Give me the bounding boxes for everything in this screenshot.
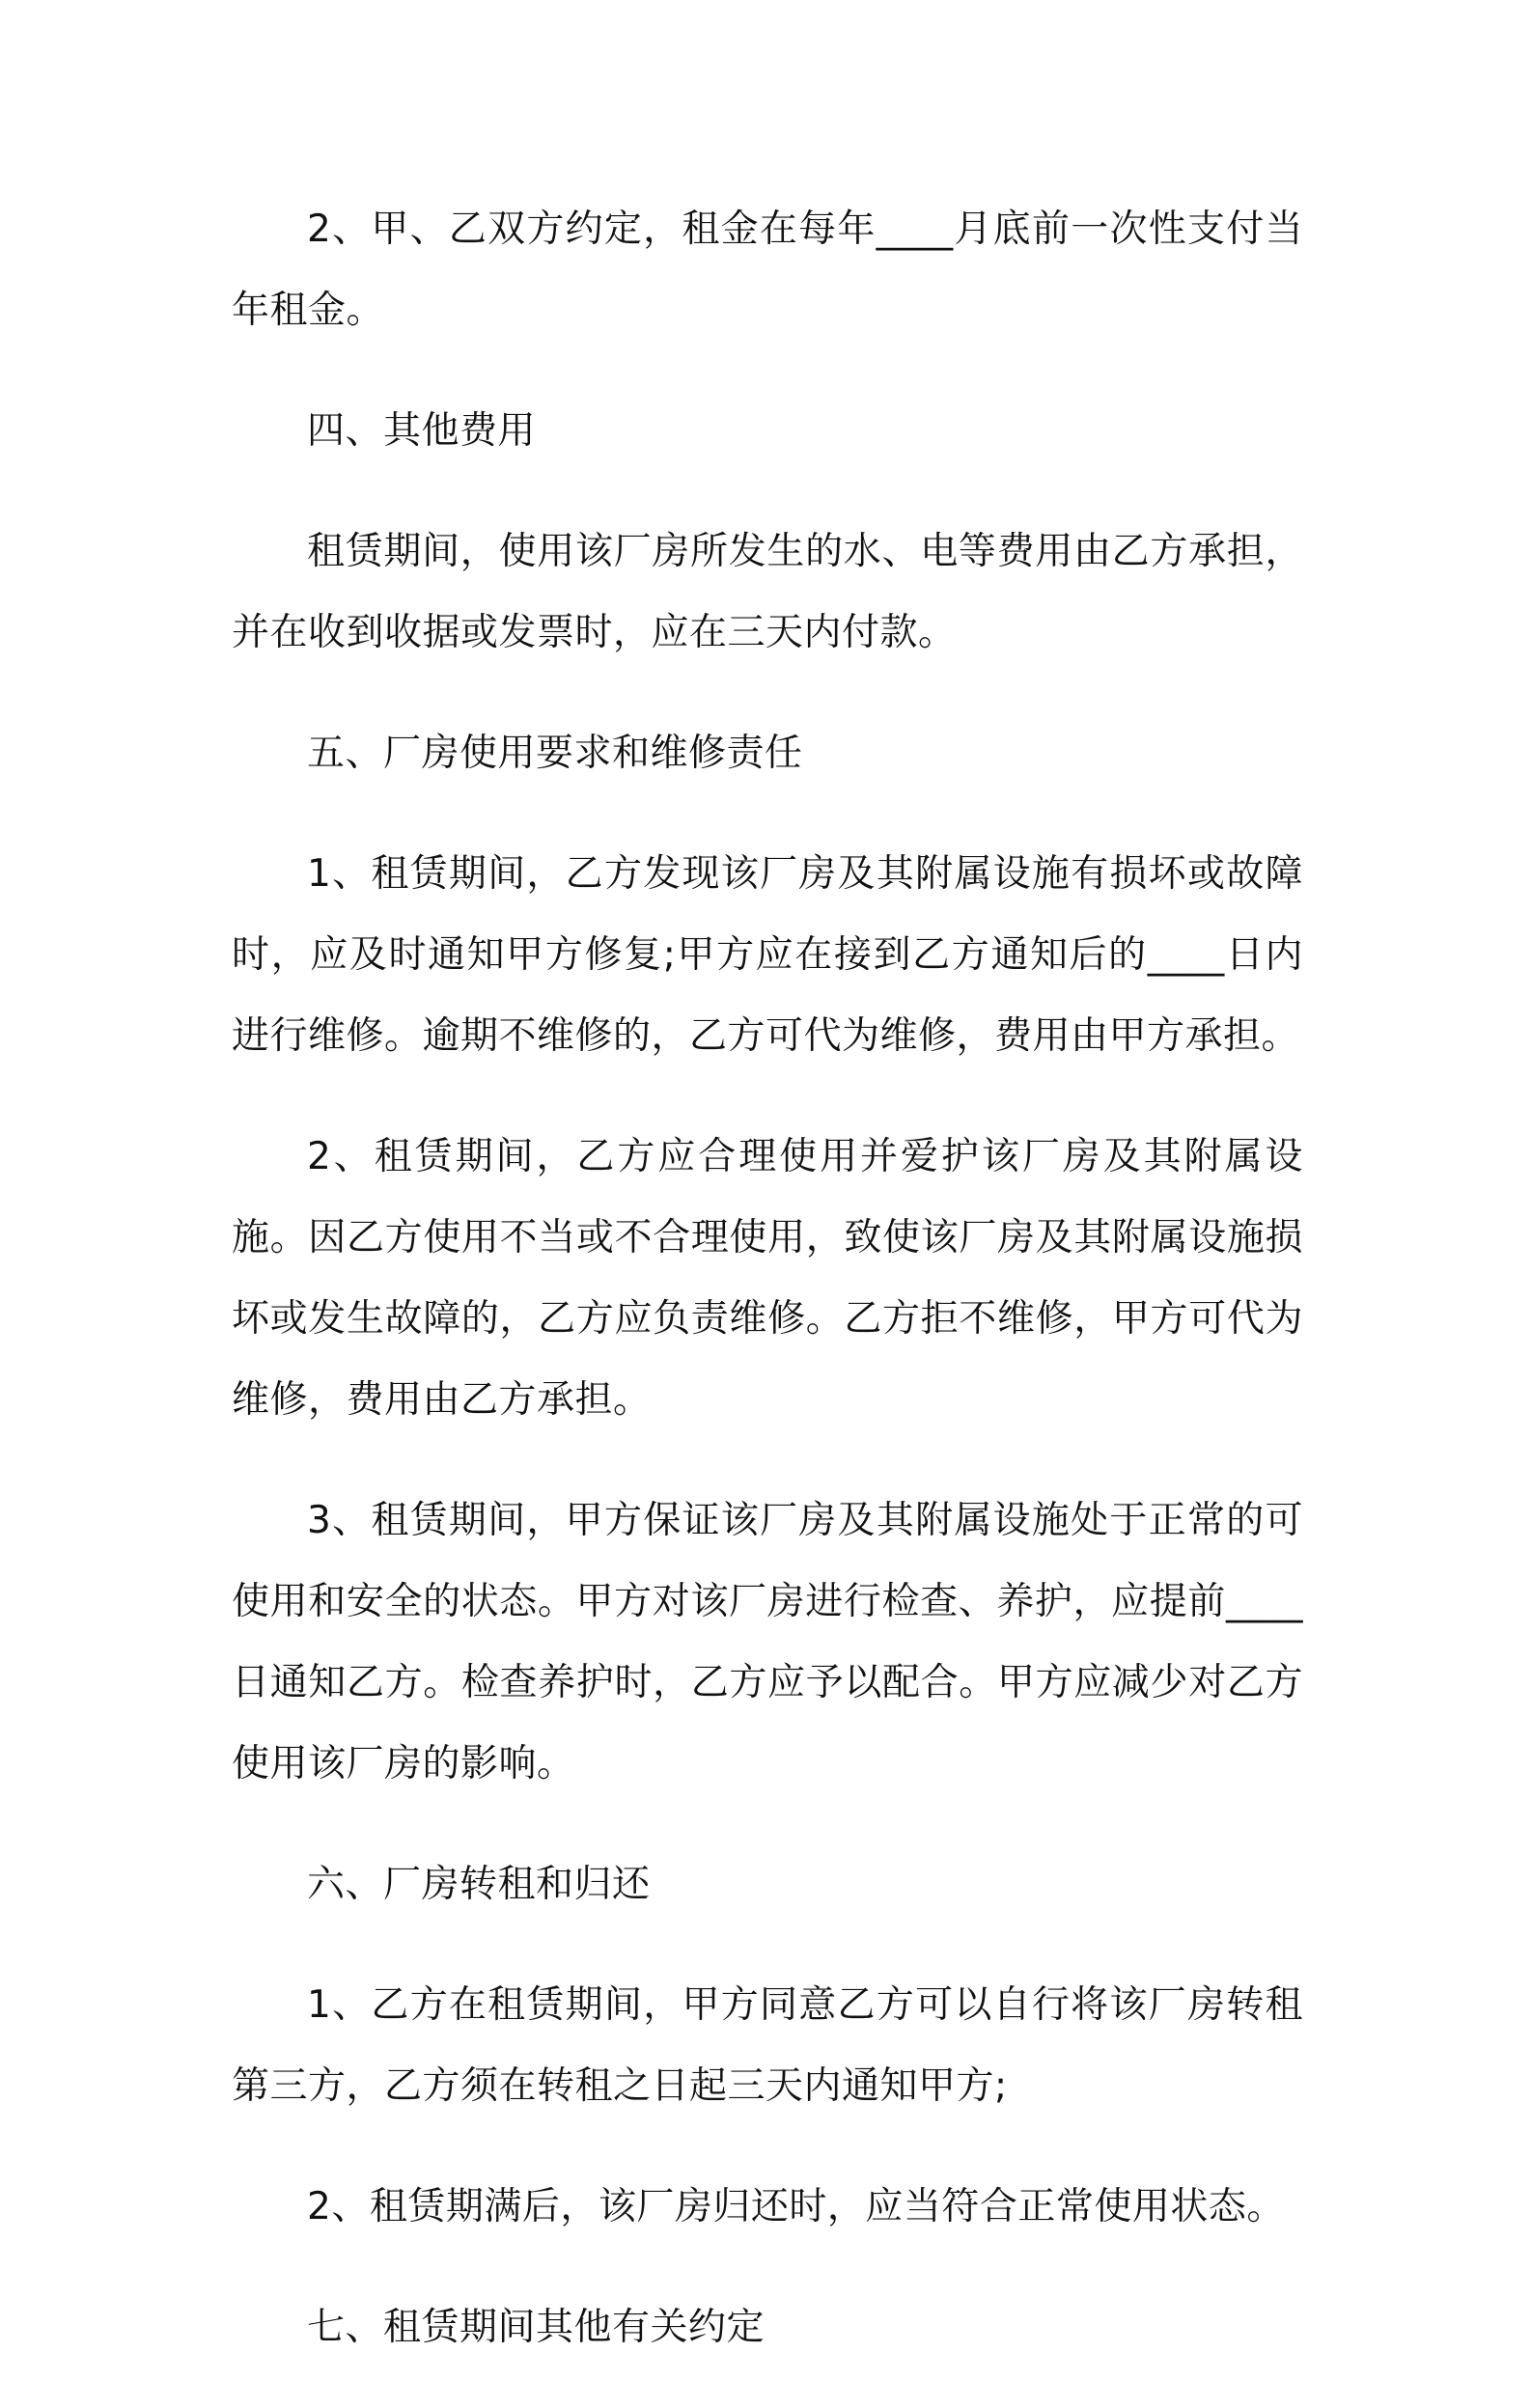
section-heading-usage-maintenance: 五、厂房使用要求和维修责任: [307, 732, 803, 775]
paragraph-inspection: 3、租赁期间，甲方保证该厂房及其附属设施处于正常的可使用和安全的状态。甲方对该厂房进行检查、养护，应提前____日通知乙方。检查养护时，乙方应予以配合。甲方应减少对乙方使用该厂房的影响。: [232, 1499, 1303, 1785]
paragraph-proper-use: 2、租赁期间，乙方应合理使用并爱护该厂房及其附属设施。因乙方使用不当或不合理使用，致使该厂房及其附属设施损坏或发生故障的，乙方应负责维修。乙方拒不维修，甲方可代为维修，费用由乙方承担。: [232, 1135, 1303, 1422]
section-heading-other-fees: 四、其他费用: [307, 409, 537, 453]
paragraph-utility-fees: 租赁期间，使用该厂房所发生的水、电等费用由乙方承担，并在收到收据或发票时，应在三天内付款。: [232, 530, 1303, 654]
paragraph-return: 2、租赁期满后，该厂房归还时，应当符合正常使用状态。: [307, 2185, 1285, 2228]
document-body: [232, 189, 1303, 2408]
paragraph-repair-notice: 1、租赁期间，乙方发现该厂房及其附属设施有损坏或故障时，应及时通知甲方修复;甲方应在接到乙方通知后的____日内进行维修。逾期不维修的，乙方可代为维修，费用由甲方承担。: [232, 852, 1303, 1058]
section-heading-other-agreements: 七、租赁期间其他有关约定: [307, 2306, 766, 2349]
section-heading-sublease-return: 六、厂房转租和归还: [307, 1863, 651, 1906]
paragraph-rent-payment: 2、甲、乙双方约定，租金在每年____月底前一次性支付当年租金。: [232, 208, 1303, 332]
paragraph-sublease: 1、乙方在租赁期间，甲方同意乙方可以自行将该厂房转租第三方，乙方须在转租之日起三天内通知甲方;: [232, 1983, 1303, 2108]
